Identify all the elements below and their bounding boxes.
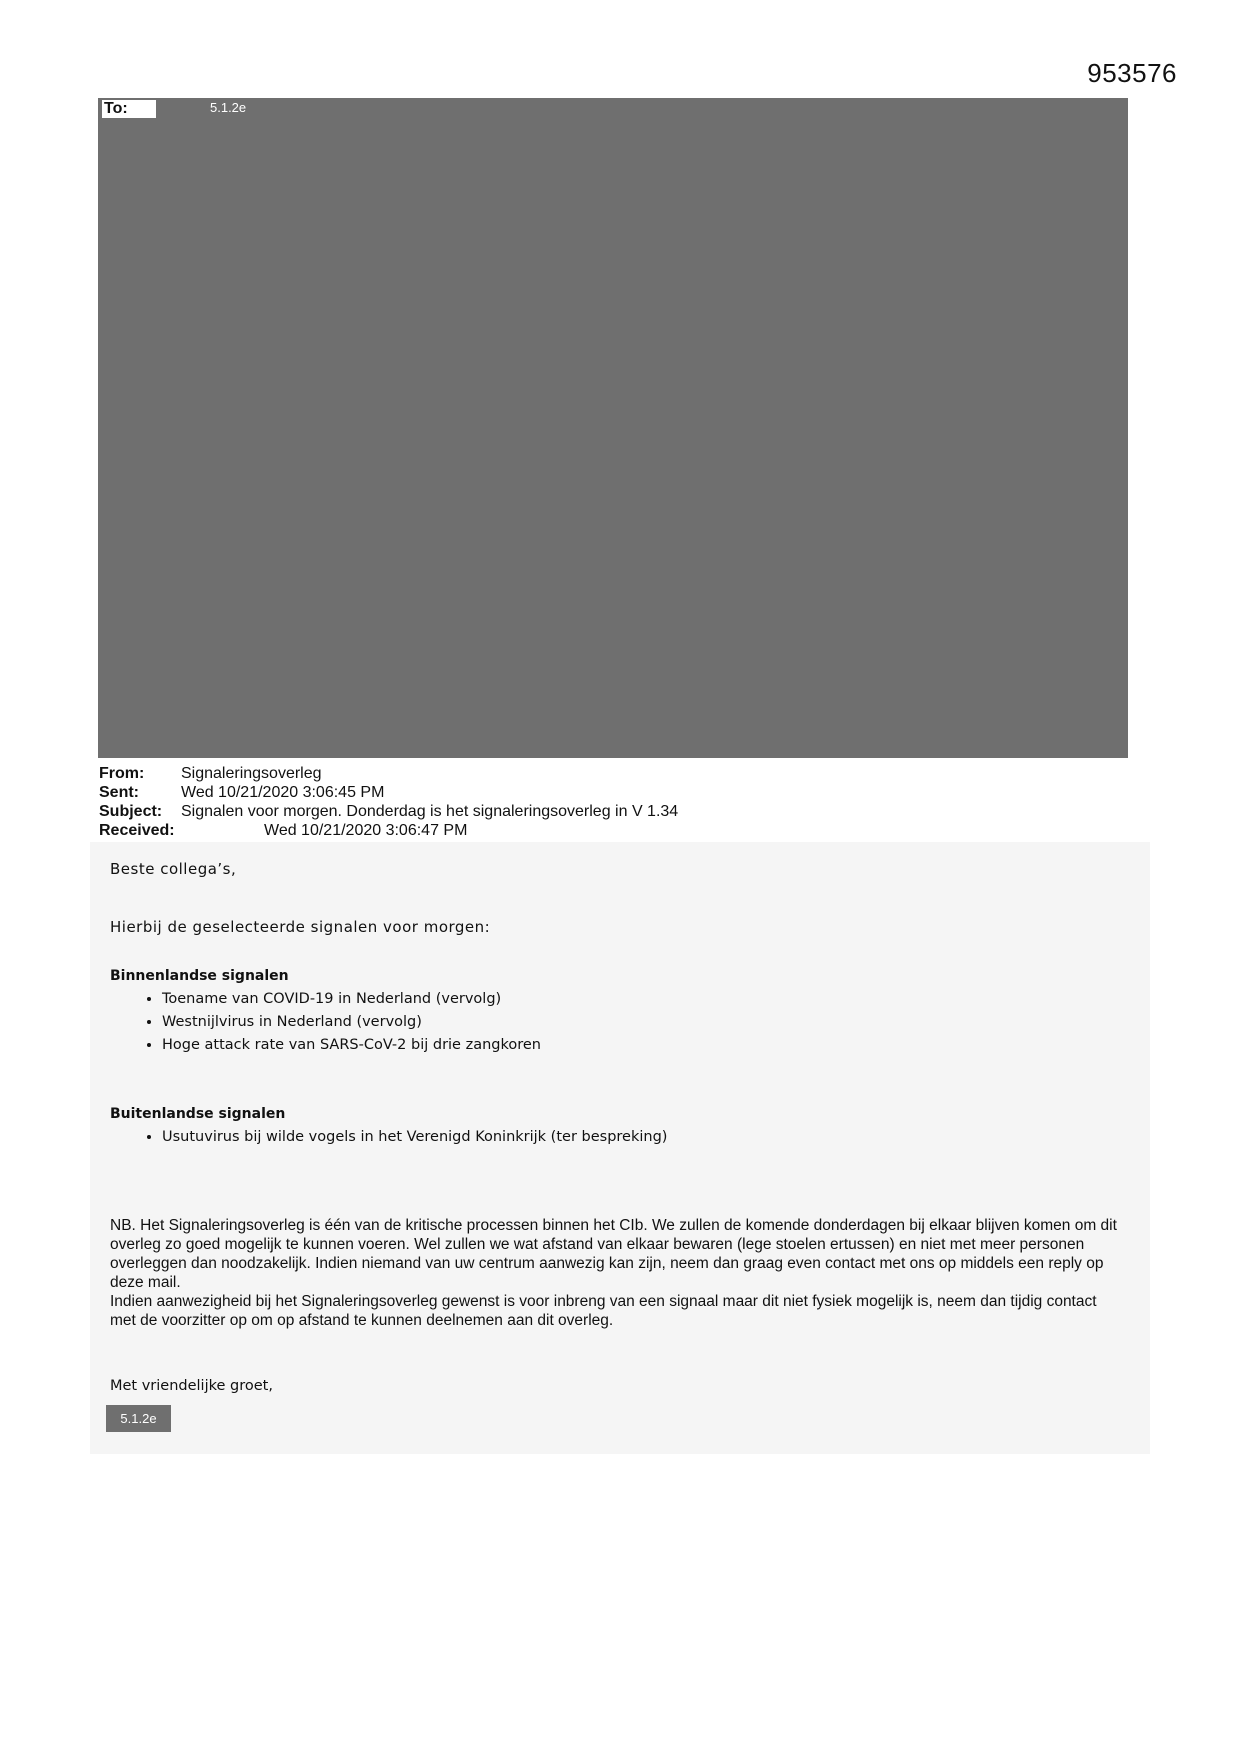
from-row (99, 764, 678, 783)
foreign-signals-heading: Buitenlandse signalen (110, 1106, 286, 1122)
from-label: From: (99, 765, 145, 782)
sent-row (99, 783, 678, 802)
signature-redaction: 5.1.2e (106, 1405, 171, 1432)
closing-text: Met vriendelijke groet, (110, 1378, 273, 1394)
note-paragraph: NB. Het Signaleringsoverleg is één van de kritische processen binnen het CIb. We zullen de komende donderdagen bij elkaar blijven komen om dit overleg zo goed mogelijk te kunnen voeren. Wel zullen we wat afstand van elkaar bewaren (lege stoelen ertussen) en niet met meer personen overleggen dan noodzakelijk. Indien niemand van uw centrum aanwezig kan zijn, neem dan graag even contact met ons op middels een reply op deze mail. (110, 1217, 1117, 1291)
note-paragraph: Indien aanwezigheid bij het Signaleringsoverleg gewenst is voor inbreng van een signaal maar dit niet fysiek mogelijk is, neem dan tijdig contact met de voorzitter op om op afstand te kunnen deelnemen aan dit overleg. (110, 1293, 1097, 1329)
to-label: To: (102, 100, 156, 118)
received-row (99, 821, 678, 840)
note-text (110, 1216, 1120, 1330)
list-item: • Westnijlvirus in Nederland (vervolg) (162, 1011, 541, 1034)
subject-value: Signalen voor morgen. Donderdag is het signaleringsoverleg in V 1.34 (181, 803, 679, 820)
sent-label: Sent: (99, 784, 139, 801)
received-value: Wed 10/21/2020 3:06:47 PM (264, 822, 468, 839)
list-item: • Hoge attack rate van SARS-CoV-2 bij drie zangkoren (162, 1034, 541, 1057)
list-item: • Toename van COVID-19 in Nederland (vervolg) (162, 988, 541, 1011)
redacted-recipients-block (98, 98, 1128, 758)
document-number: 953576 (1087, 58, 1177, 88)
list-item: • Usutuvirus bij wilde vogels in het Verenigd Koninkrijk (ter bespreking) (162, 1126, 667, 1149)
domestic-signals-heading: Binnenlandse signalen (110, 968, 289, 984)
received-label: Received: (99, 822, 175, 839)
domestic-signals-list (140, 988, 541, 1057)
recipients-redaction-code: 5.1.2e (210, 100, 247, 115)
from-value: Signaleringsoverleg (181, 765, 322, 782)
foreign-signals-list (140, 1126, 667, 1149)
subject-label: Subject: (99, 803, 163, 820)
greeting: Beste collega’s, (110, 860, 237, 878)
subject-row (99, 802, 678, 821)
message-body (90, 842, 1150, 1454)
intro-text: Hierbij de geselecteerde signalen voor morgen: (110, 918, 491, 936)
sent-value: Wed 10/21/2020 3:06:45 PM (181, 784, 385, 801)
email-headers (99, 764, 678, 840)
